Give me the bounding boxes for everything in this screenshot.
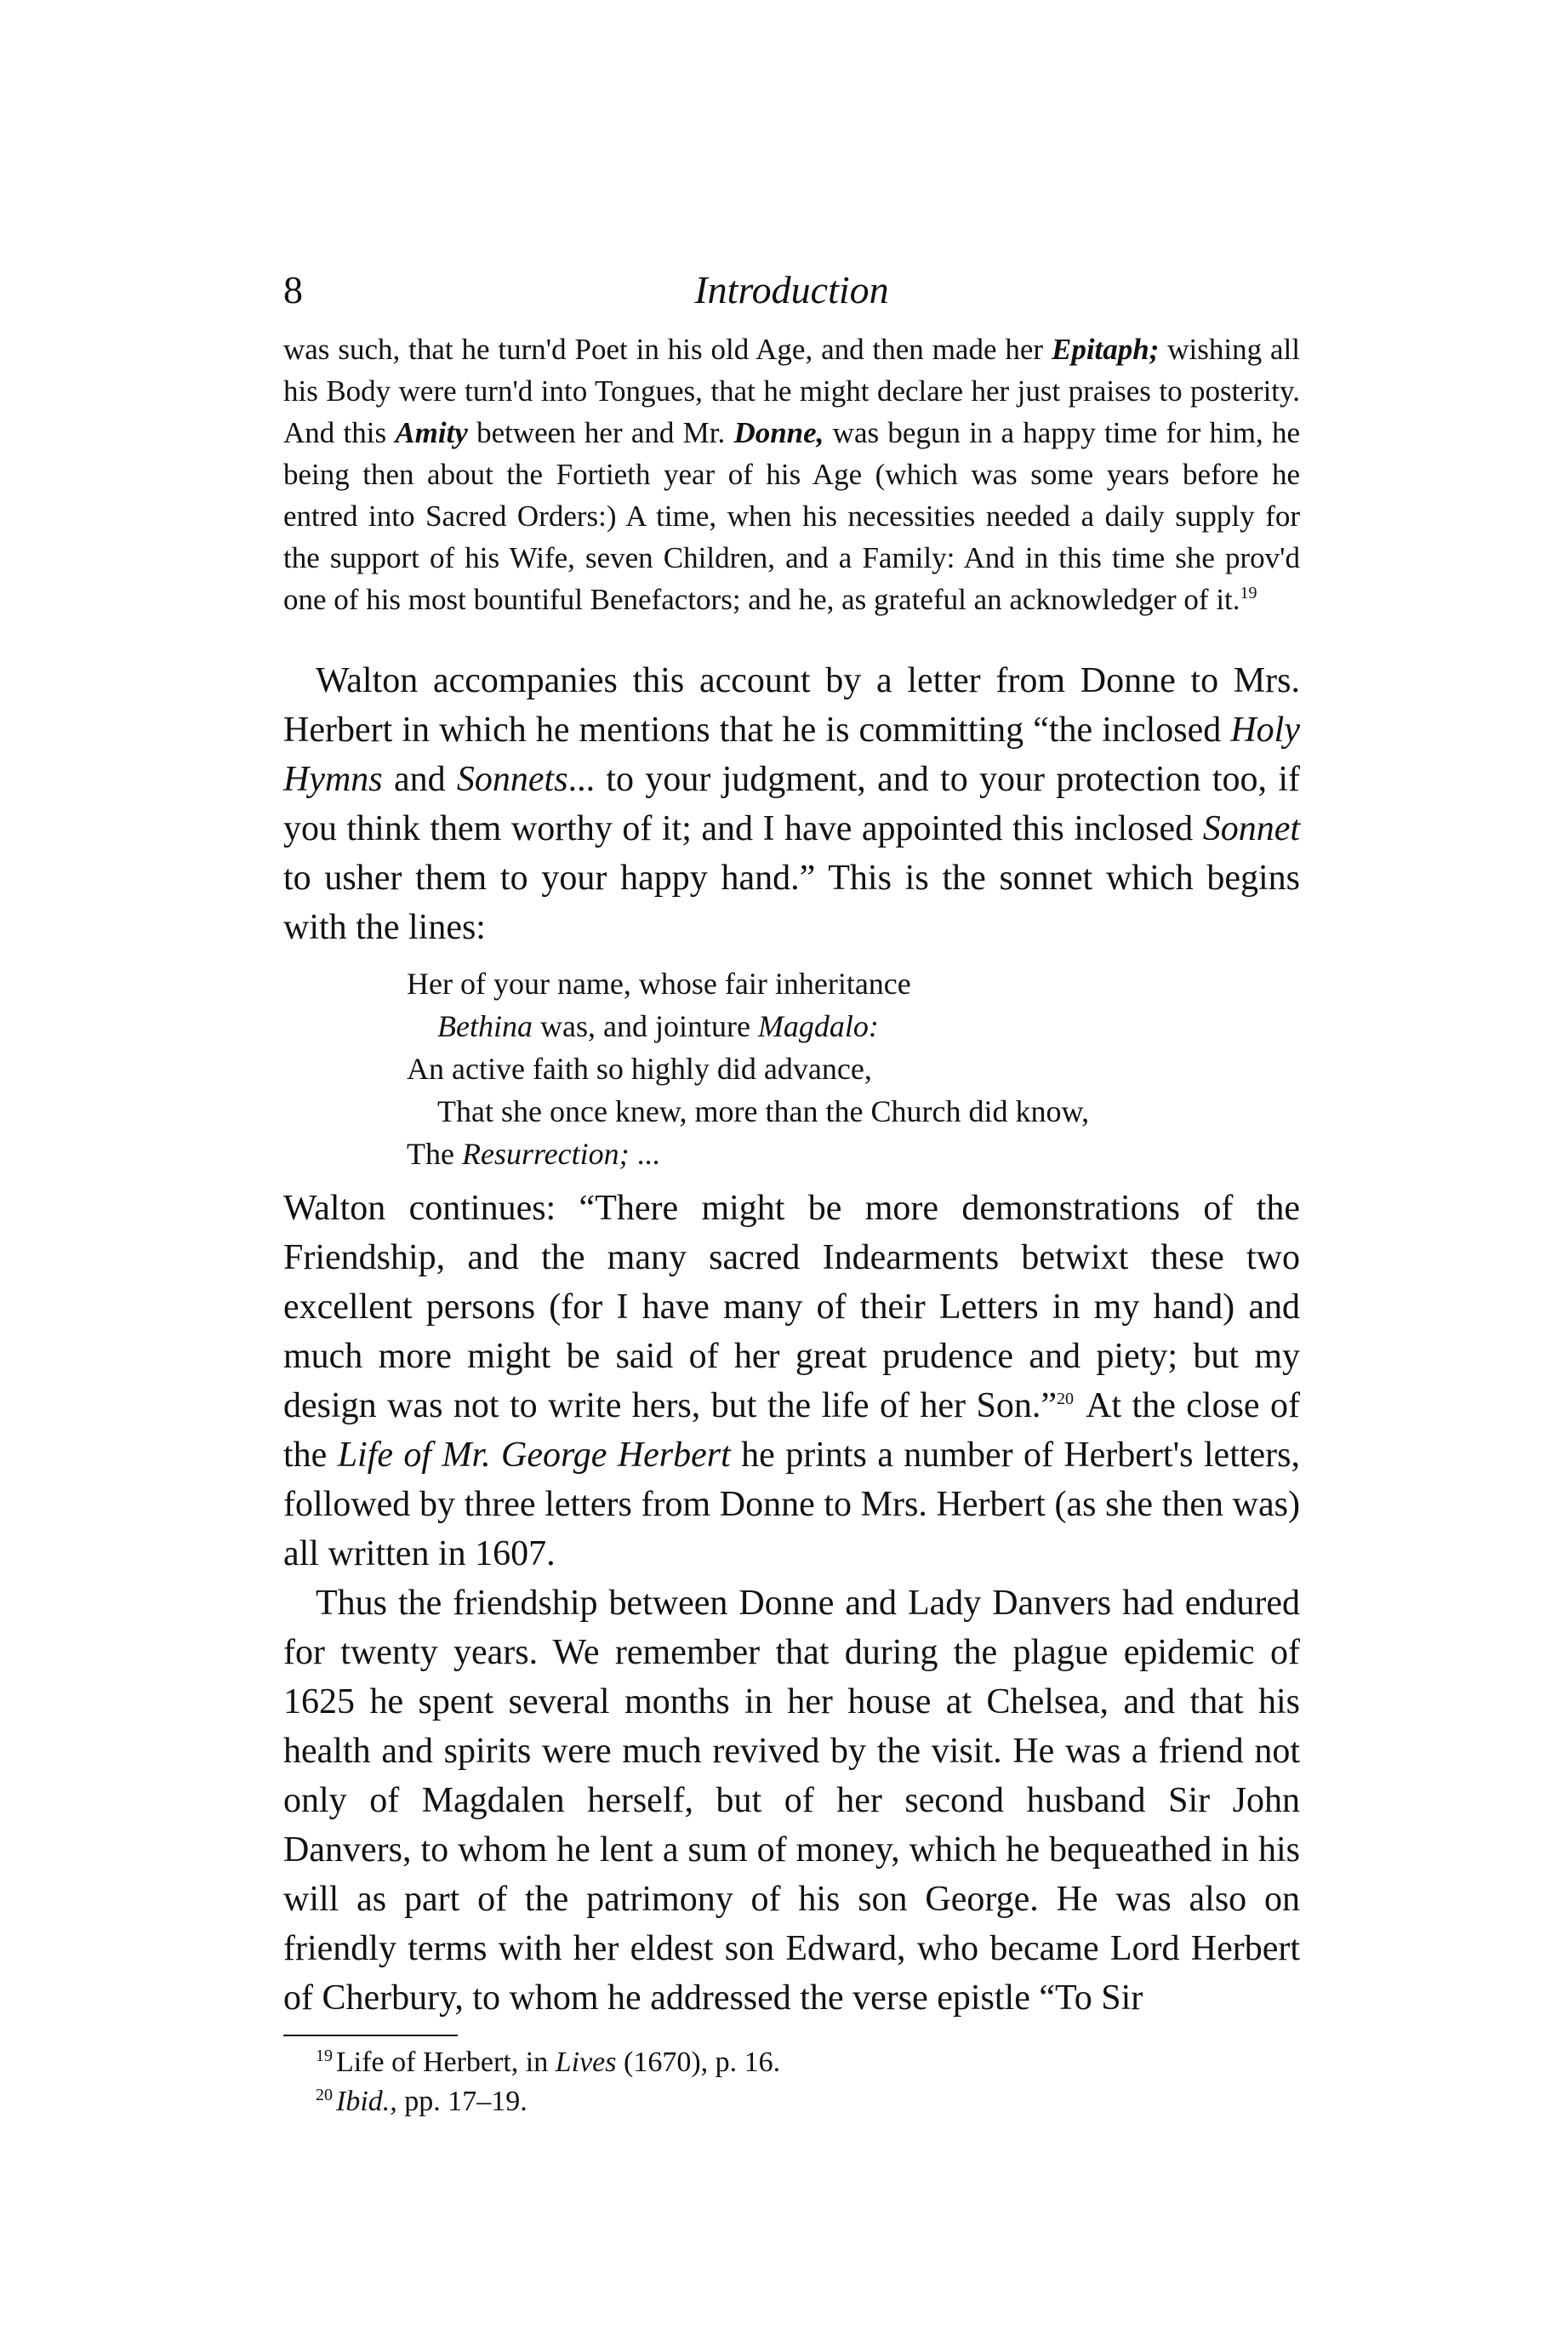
quoted-passage xyxy=(283,328,1300,620)
footnote-ref-19[interactable]: 19 xyxy=(1240,584,1257,603)
footnote-20 xyxy=(316,2082,1300,2121)
poem-line xyxy=(407,1005,1300,1048)
sonnet-excerpt xyxy=(407,962,1300,1175)
quote-italic-epitaph: Epitaph; xyxy=(1051,333,1160,366)
italic-lives: Lives xyxy=(555,2047,617,2078)
footnote-text: pp. 17–19. xyxy=(396,2086,527,2117)
poem-text: ... xyxy=(629,1137,660,1171)
poem-line: An active faith so highly did advance, xyxy=(407,1052,872,1086)
footnote-mark: 20 xyxy=(316,2085,333,2104)
italic-resurrection: Resurrection; xyxy=(461,1137,630,1171)
page-number: 8 xyxy=(283,268,303,311)
paragraph-friendship: Thus the friendship between Donne and Lady Danvers had endured for twenty years. We remember that during the plague epidemic of 1625 he spent several months in her house at Chelsea, and that his health and spirits were much revived by the visit. He was a friend not only of Magdalen herself, but of her second husband Sir John Danvers, to whom he lent a sum of money, which he bequeathed in his will as part of the patrimony of his son George. He was also on friendly terms with her eldest son Edward, who became Lord Herbert of Cherbury, to whom he addressed the verse epistle “To Sir xyxy=(283,1584,1300,2018)
footnote-divider xyxy=(283,2035,458,2036)
poem-line: That she once knew, more than the Church did know, xyxy=(437,1094,1090,1128)
paragraph-text: to usher them to your happy hand.” This is the sonnet which begins with the lines: xyxy=(283,859,1300,947)
poem-text: The xyxy=(407,1137,462,1171)
poem-text: was, and jointure xyxy=(532,1009,758,1043)
quote-italic-donne: Donne, xyxy=(733,416,824,449)
italic-sonnet: Sonnet xyxy=(1202,809,1300,848)
paragraph-text: Walton accompanies this account by a letter from Donne to Mrs. Herbert in which he mentions that he is committing “the inclosed xyxy=(283,661,1300,750)
poem-line xyxy=(407,1133,1300,1175)
paragraph-text: he prints a number of Herbert's letters, followed by three letters from Donne to Mrs. Herbert (as she then was) all written in 1607. xyxy=(283,1436,1301,1573)
italic-ibid: Ibid., xyxy=(336,2086,397,2117)
paragraph-walton-continues xyxy=(283,1184,1300,1578)
quote-text: wishing all his Body were turn'd into Tongues, that he might declare her just praises to posterity. And this xyxy=(283,333,1301,449)
paragraph-text: and xyxy=(382,760,457,799)
footnote-ref-20[interactable]: 20 xyxy=(1056,1390,1074,1408)
book-page xyxy=(283,255,1300,2121)
paragraph-text: At the close of the xyxy=(283,1386,1300,1475)
paragraph-text: ... to your judgment, and to your protection too, if you think them worthy of it; and I have appointed this inclosed xyxy=(283,760,1300,848)
footnote-19 xyxy=(316,2043,1300,2082)
quote-text: was such, that he turn'd Poet in his old Age, and then made her xyxy=(283,333,1052,366)
italic-bethina: Bethina xyxy=(437,1009,533,1043)
italic-sonnets: Sonnets xyxy=(456,760,568,799)
footnote-text: (1670), p. 16. xyxy=(616,2047,781,2078)
running-head: Introduction xyxy=(694,268,889,311)
italic-life-of-herbert: Life of Mr. George Herbert xyxy=(337,1436,731,1475)
page-header xyxy=(283,255,1300,328)
italic-holy-hymns: Holy Hymns xyxy=(283,711,1300,799)
quote-italic-amity: Amity xyxy=(395,416,468,449)
footnote-text: Life of Herbert, in xyxy=(336,2047,556,2078)
paragraph-text: Walton continues: “There might be more demonstrations of the Friendship, and the many sacred Indearments betwixt these two excellent persons (for I have many of their Letters in my hand) and much more might be said of her great prudence and piety; but my design was not to write hers, but the life of her Son.” xyxy=(283,1189,1300,1425)
footnotes xyxy=(283,2043,1300,2121)
italic-magdalo: Magdalo: xyxy=(757,1009,879,1043)
quote-text: was begun in a happy time for him, he being then about the Fortieth year of his Age (which was some years before he entred into Sacred Orders:) A time, when his necessities needed a daily supply for the support of his Wife, seven Children, and a Family: And in this time she prov'd one of his most bountiful Benefactors; and he, as grateful an acknowledger of it. xyxy=(283,416,1300,616)
paragraph-walton-letter xyxy=(283,656,1300,952)
quote-text: between her and Mr. xyxy=(467,416,734,449)
poem-line: Her of your name, whose fair inheritance xyxy=(407,967,911,1001)
footnote-mark: 19 xyxy=(316,2046,333,2065)
